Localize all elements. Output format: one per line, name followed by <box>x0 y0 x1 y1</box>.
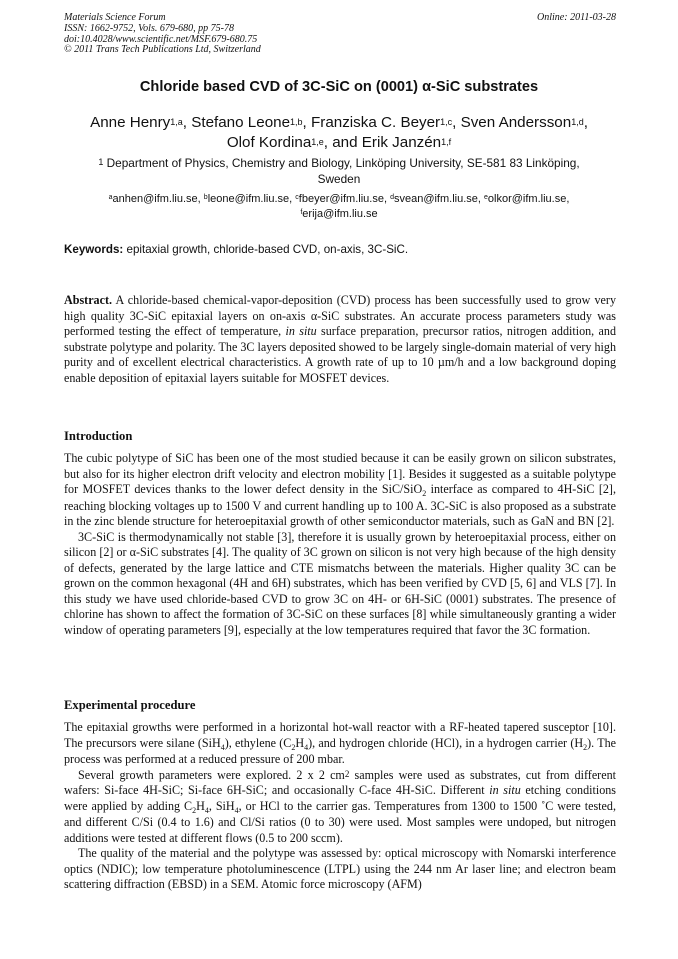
email-item: $^f$erija@ifm.liu.se <box>300 207 378 220</box>
experimental-body <box>64 720 616 893</box>
keywords <box>64 243 616 256</box>
journal-header <box>64 13 616 56</box>
doi-line: doi:10.4028/www.scientific.net/MSF.679-680.75 <box>64 33 258 45</box>
journal-name: Materials Science Forum <box>64 12 166 23</box>
email-item: $^a$anhen@ifm.liu.se <box>108 193 198 205</box>
email-list: $^a$anhen@ifm.liu.se, $^b$leone@ifm.liu.se, $^c$fbeyer@ifm.liu.se, $^d$svean@ifm.liu.se, $^e$olkor@ifm.liu.se, $^f$erija@ifm.liu.se <box>108 193 570 220</box>
author-line-1: Anne Henry$^{1,a}$, Stefano Leone$^{1,b}$, Franziska C. Beyer$^{1,c}$, Sven Andersson$^{1,d}$, <box>90 114 588 131</box>
issn-line: ISSN: 1662-9752, Vols. 679-680, pp 75-78 <box>64 22 234 34</box>
paper-title: Chloride based CVD of 3C-SiC on (0001) α-SiC substrates <box>139 79 539 95</box>
paragraph: The quality of the material and the polytype was assessed by: optical microscopy with Nomarski interference optics (NDIC); low temperature photoluminescence (LTPL) using the 244 nm Ar laser line; and electron beam scattering diffraction (EBSD) in a SEM. Atomic force microscopy (AFM) <box>64 846 616 891</box>
paragraph: Several growth parameters were explored. 2 x 2 $cm^2$ samples were used as substrates, cut from different wafers: Si-face 4H-SiC; Si-face 6H-SiC; and occasionally C-face 4H-SiC. Different in situ etching conditions were applied by adding $C_2H_4$, SiH$_4$, or HCl to the carrier gas. Temperatures from 1300 to 1500 ˚C were tested, and different C/Si (0.4 to 1.6) and Cl/Si ratios (0 to 30) were used. Most samples were undoped, but nitrogen additions were tested at different flows (0.5 to 200 sccm). <box>64 767 616 845</box>
paragraph: 3C-SiC is thermodynamically not stable [3], therefore it is usually grown by heteroepitaxial process, either on silicon [2] or α-SiC substrates [4]. The quality of 3C grown on silicon is not very high because of the high density of defects, generated by the large lattice and CTE mismatchs between the materials. Higher quality 3C can be grown on the common hexagonal (4H and 6H) substrates, which has been verified by CVD [5, 6] and VLS [7]. In this study we have used chloride-based CVD to grow 3C on 4H- or 6H-SiC (0001) substrates. The presence of chlorine has shown to affect the formation of 3C-SiC on these surfaces [8] while simultaneously granting a wider window of operating parameters [9], especially at the low temperatures required that favor the 3C formation. <box>64 529 616 637</box>
author-list <box>44 113 634 153</box>
copyright-line: © 2011 Trans Tech Publications Ltd, Switzerland <box>64 44 261 56</box>
paragraph: The cubic polytype of SiC has been one of the most studied because it can be easily grown on silicon substrates, but also for its higher electron drift velocity and electron mobility [1]. Besides it suggested as a suitable polytype for MOSFET devices thanks to the lower defect density in the SiC/SiO$_2$ interface as compared to 4H-SiC [2], reaching blocking voltages up to 1500 V and current handling up to 100 A. 3C-SiC is also proposed as a substrate in the zinc blende structure for heteroepitaxial growth of other semiconductor materials, such as GaN and BN [2]. <box>64 451 616 528</box>
abstract: Abstract. A chloride-based chemical-vapor-deposition (CVD) process has been successfully used to grow very high quality 3C-SiC epitaxial layers on on-axis α-SiC substrates. An accurate process parameters study was performed testing the effect of temperature, in situ surface preparation, precursor ratios, nitrogen addition, and substrate polytype and polarity. The 3C layers deposited showed to be largely single-domain material of very high purity and of excellent electrical characteristics. A growth rate of up to 10 µm/h and a low background doping enable deposition of epitaxial layers suitable for MOSFET devices. <box>64 293 616 385</box>
email-item: $^e$olkor@ifm.liu.se <box>484 193 567 205</box>
experimental-heading: Experimental procedure <box>64 698 196 712</box>
introduction-body <box>64 451 616 638</box>
paragraph: The epitaxial growths were performed in a horizontal hot-wall reactor with a RF-heated tapered susceptor [10]. The precursors were silane (SiH$_4$), ethylene $(C_2H_4)$, and hydrogen chloride (HCl), in a hydrogen carrier $(H_2)$. The process was performed at a reduced pressure of 200 mbar. <box>64 720 616 766</box>
email-item: $^d$svean@ifm.liu.se <box>390 193 478 205</box>
keywords-label: Keywords: <box>64 243 124 256</box>
abstract-label: Abstract. <box>64 293 113 307</box>
keywords-text: epitaxial growth, chloride-based CVD, on-axis, 3C-SiC. <box>123 243 409 256</box>
email-item: $^b$leone@ifm.liu.se <box>203 193 290 205</box>
author-line-2: Olof Kordina$^{1,e}$, and Erik Janzén$^{1,f}$ <box>226 134 452 151</box>
online-date: Online: 2011-03-28 <box>537 12 616 23</box>
email-item: $^c$fbeyer@ifm.liu.se <box>295 193 384 205</box>
affiliation: $^1$ Department of Physics, Chemistry and Biology, Linköping University, SE-581 83 Linköping, Sweden <box>98 156 580 186</box>
introduction-heading: Introduction <box>64 429 133 443</box>
